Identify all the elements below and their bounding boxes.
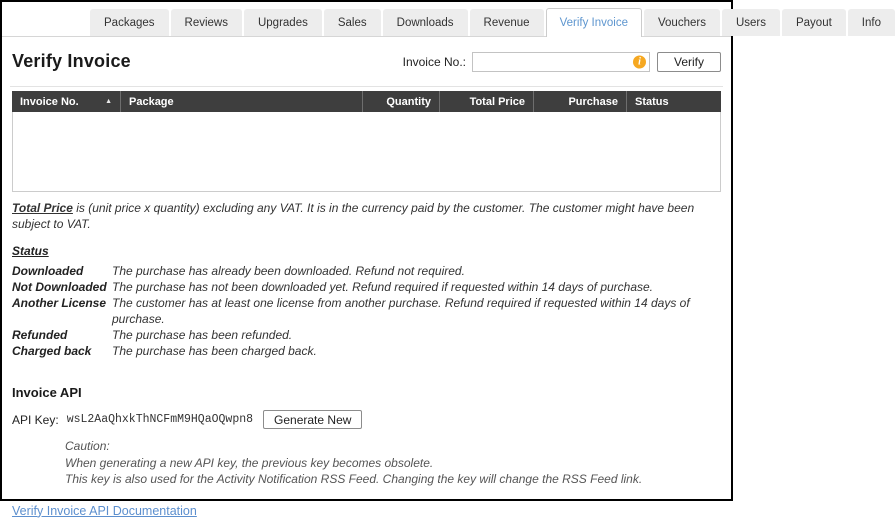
tab-info[interactable]: Info	[848, 9, 895, 36]
tab-payout[interactable]: Payout	[782, 9, 846, 36]
invoice-no-input[interactable]	[472, 52, 650, 72]
invoice-api-section	[12, 385, 721, 488]
caution-line: Caution:	[65, 439, 110, 453]
status-description: The purchase has not been downloaded yet. Refund required if requested within 14 days of purchase.	[112, 280, 654, 294]
page-title: Verify Invoice	[12, 51, 131, 71]
api-key-row	[12, 410, 721, 429]
api-documentation-link[interactable]: Verify Invoice API Documentation	[12, 503, 197, 518]
total-price-text: is (unit price x quantity) excluding any VAT. It is in the currency paid by the customer. The customer might have been subject to VAT.	[12, 201, 695, 231]
status-term: Another License	[12, 296, 107, 310]
tab-users[interactable]: Users	[722, 9, 780, 36]
tab-upgrades[interactable]: Upgrades	[244, 9, 322, 36]
caution-line: When generating a new API key, the previous key becomes obsolete.	[65, 455, 434, 470]
verify-button[interactable]: Verify	[657, 52, 721, 72]
invoice-table-header	[12, 91, 721, 112]
column-header-purchase[interactable]: Purchase	[533, 91, 626, 112]
tab-downloads[interactable]: Downloads	[383, 9, 468, 36]
page-header	[10, 51, 723, 87]
status-description: The purchase has been charged back.	[112, 344, 317, 358]
column-header-invoice-no[interactable]	[12, 91, 120, 112]
tab-packages[interactable]: Packages	[90, 9, 169, 36]
tab-reviews[interactable]: Reviews	[171, 9, 242, 36]
status-legend-heading: Status	[12, 244, 49, 258]
invoice-no-input-wrap	[472, 52, 650, 72]
status-legend	[12, 244, 721, 359]
status-row-refunded	[12, 327, 721, 343]
tab-vouchers[interactable]: Vouchers	[644, 9, 720, 36]
total-price-term: Total Price	[12, 201, 73, 215]
status-term: Not Downloaded	[12, 280, 107, 294]
api-key-label: API Key:	[12, 412, 59, 427]
tab-bar	[2, 2, 881, 37]
status-term: Refunded	[12, 328, 68, 342]
status-row-another-license	[12, 295, 721, 327]
status-term: Downloaded	[12, 264, 84, 278]
invoice-no-label: Invoice No.:	[402, 54, 466, 69]
invoice-api-heading: Invoice API	[12, 385, 82, 400]
column-header-total-price[interactable]: Total Price	[439, 91, 533, 112]
generate-new-button[interactable]: Generate New	[263, 410, 362, 429]
status-description: The purchase has been refunded.	[112, 328, 293, 342]
column-header-quantity[interactable]: Quantity	[362, 91, 439, 112]
status-row-not-downloaded	[12, 279, 721, 295]
status-row-charged-back	[12, 343, 721, 359]
tab-revenue[interactable]: Revenue	[470, 9, 544, 36]
tab-verify-invoice[interactable]: Verify Invoice	[546, 8, 642, 37]
column-label: Invoice No.	[20, 95, 79, 108]
tab-sales[interactable]: Sales	[324, 9, 381, 36]
status-description: The purchase has already been downloaded. Refund not required.	[112, 264, 465, 278]
total-price-note	[12, 200, 718, 232]
caution-line: This key is also used for the Activity Notification RSS Feed. Changing the key will change the RSS Feed link.	[65, 472, 643, 486]
column-header-status[interactable]: Status	[626, 91, 721, 112]
invoice-search-controls	[403, 52, 721, 72]
status-row-downloaded	[12, 263, 721, 279]
status-description: The customer has at least one license from another purchase. Refund required if requested within 14 days of purchase.	[112, 296, 690, 326]
footer	[12, 502, 721, 520]
sort-asc-icon: ▲	[105, 98, 112, 105]
api-key-value: wsL2AaQhxkThNCFmM9HQaOQwpn8	[66, 413, 254, 426]
column-header-package[interactable]: Package	[120, 91, 362, 112]
info-icon[interactable]: i	[633, 55, 646, 68]
invoice-table-empty-body	[12, 112, 721, 192]
invoice-table	[12, 91, 721, 192]
api-caution	[65, 438, 721, 488]
status-term: Charged back	[12, 344, 92, 358]
